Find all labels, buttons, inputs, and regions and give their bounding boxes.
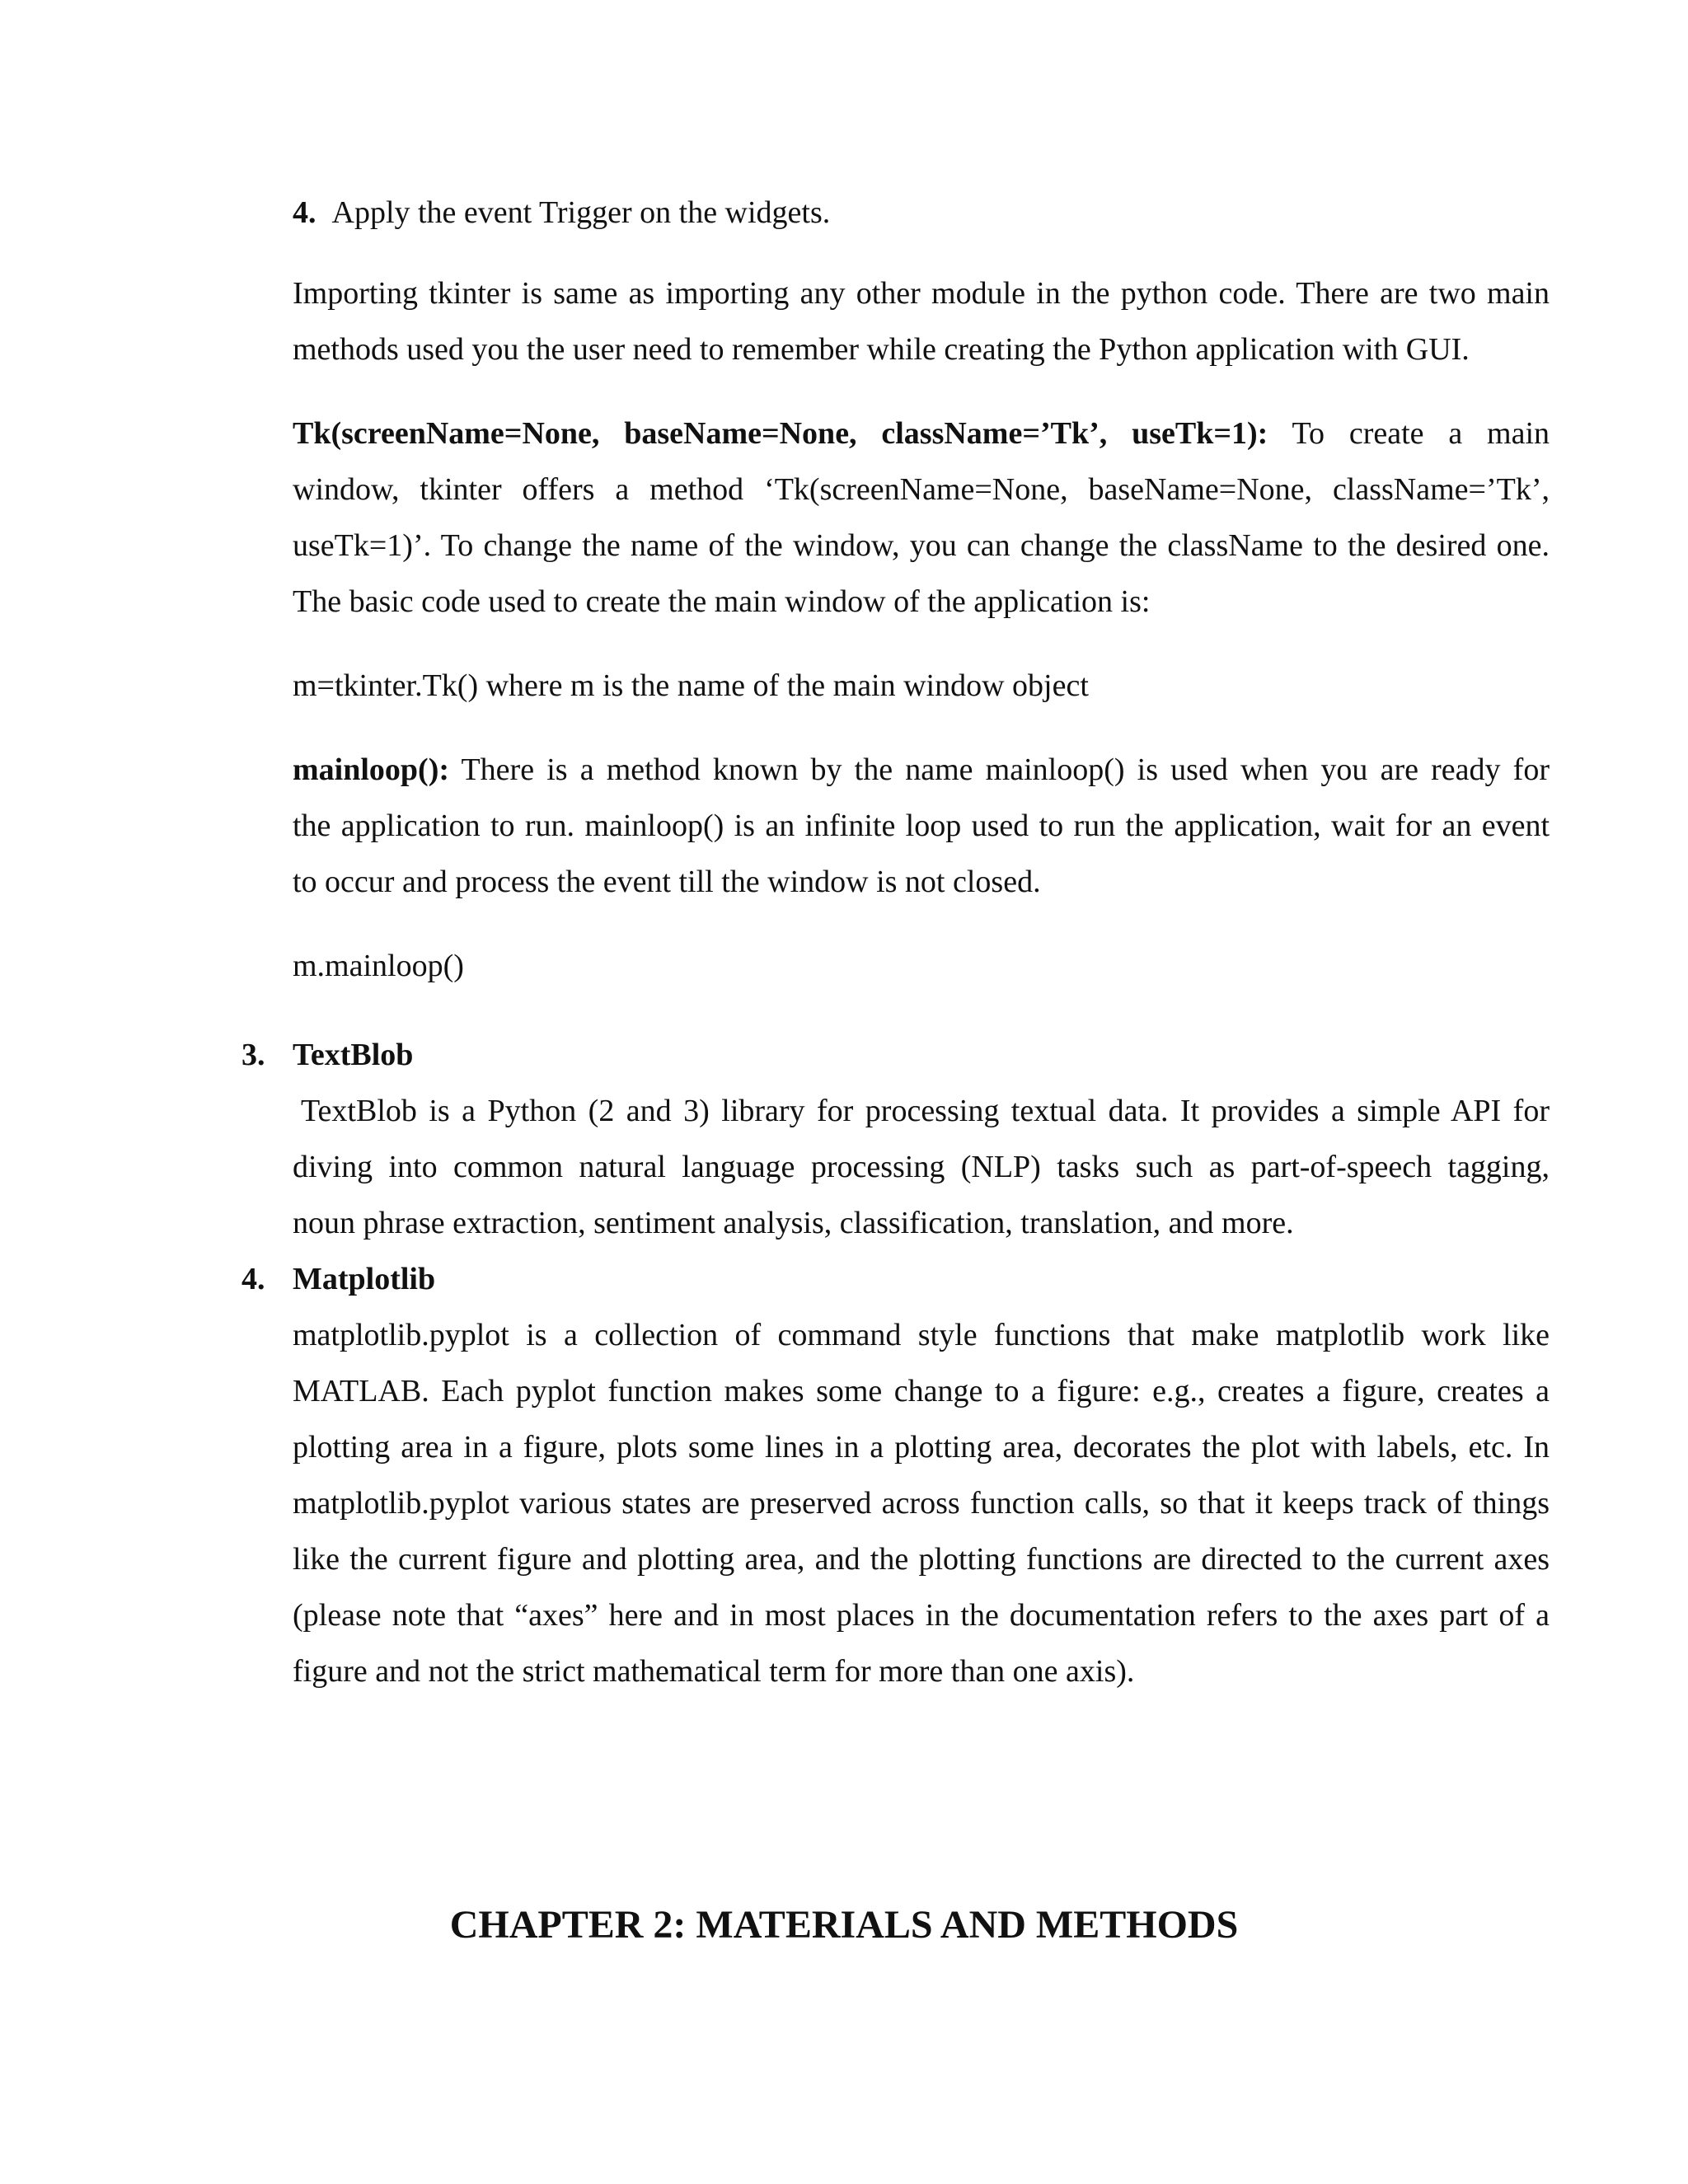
mainloop-line-2: the application to run. mainloop() is an infinite loop used to run the application, wait for an event — [293, 808, 1550, 843]
matplotlib-line-4: matplotlib.pyplot various states are preserved across function calls, so that it keeps track of things — [293, 1486, 1550, 1521]
matplotlib-line-6: (please note that “axes” here and in most places in the documentation refers to the axes part of a — [293, 1598, 1550, 1633]
matplotlib-line-1: matplotlib.pyplot is a collection of command style functions that make matplotlib work like — [293, 1318, 1550, 1352]
tk-method-line-1-rest: To create a main — [1292, 416, 1550, 451]
mainloop-signature: mainloop(): — [293, 752, 449, 787]
mainloop-line-3: to occur and process the event till the window is not closed. — [293, 865, 1041, 899]
step-4-number: 4. — [293, 195, 316, 230]
matplotlib-line-2: MATLAB. Each pyplot function makes some change to a figure: e.g., creates a figure, creates a — [293, 1374, 1550, 1408]
tk-method-line-2: window, tkinter offers a method ‘Tk(screenName=None, baseName=None, className=’Tk’, — [293, 472, 1550, 507]
textblob-number: 3. — [241, 1038, 265, 1072]
matplotlib-line-7: figure and not the strict mathematical term for more than one axis). — [293, 1654, 1135, 1689]
textblob-line-1: TextBlob is a Python (2 and 3) library for processing textual data. It provides a simple API for — [301, 1094, 1550, 1128]
tk-method-line-1 — [293, 415, 1550, 452]
textblob-line-3: noun phrase extraction, sentiment analysis, classification, translation, and more. — [293, 1206, 1294, 1240]
chapter-heading: CHAPTER 2: MATERIALS AND METHODS — [449, 1903, 1239, 1947]
intro-line-2: methods used you the user need to remember while creating the Python application with GUI. — [293, 332, 1470, 367]
intro-line-1: Importing tkinter is same as importing any other module in the python code. There are two main — [293, 276, 1550, 311]
matplotlib-line-5: like the current figure and plotting area, and the plotting functions are directed to the current axes — [293, 1542, 1550, 1577]
tk-example: m=tkinter.Tk() where m is the name of the main window object — [293, 668, 1089, 703]
mainloop-example: m.mainloop() — [293, 949, 464, 983]
textblob-line-2: diving into common natural language processing (NLP) tasks such as part-of-speech tagging, — [293, 1150, 1550, 1184]
tk-method-line-3: useTk=1)’. To change the name of the window, you can change the className to the desired one. — [293, 528, 1550, 563]
mainloop-line-1-rest: There is a method known by the name mainloop() is used when you are ready for — [461, 752, 1550, 787]
matplotlib-number: 4. — [241, 1262, 265, 1296]
matplotlib-line-3: plotting area in a figure, plots some lines in a plotting area, decorates the plot with labels, etc. In — [293, 1430, 1550, 1465]
tk-method-signature: Tk(screenName=None, baseName=None, className=’Tk’, useTk=1): — [293, 416, 1268, 451]
step-4-item — [293, 194, 1550, 231]
textblob-heading: TextBlob — [293, 1038, 414, 1072]
step-4-text: Apply the event Trigger on the widgets. — [331, 195, 831, 230]
tk-method-line-4: The basic code used to create the main window of the application is: — [293, 584, 1151, 619]
mainloop-line-1 — [293, 752, 1550, 788]
matplotlib-heading: Matplotlib — [293, 1262, 436, 1296]
